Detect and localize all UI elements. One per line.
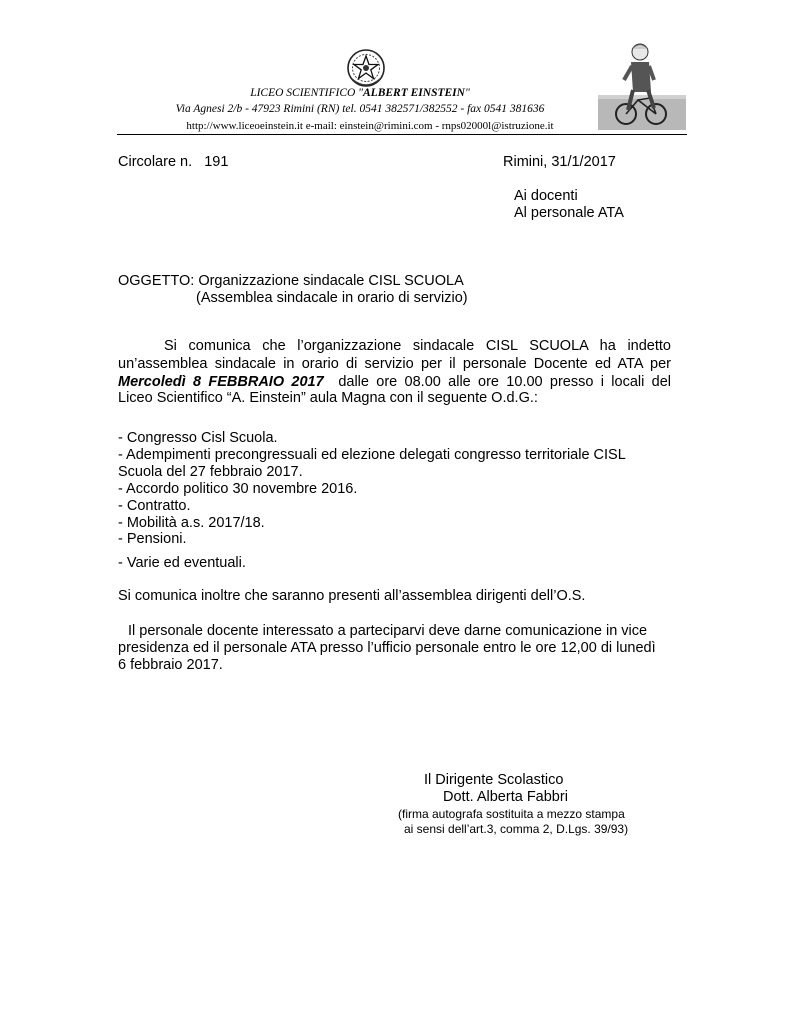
closing-line-1: Il personale docente interessato a parteciparvi deve darne comunicazione in vice: [128, 623, 648, 639]
agenda-item: Scuola del 27 febbraio 2017.: [118, 464, 303, 480]
recipient-ata-staff: Al personale ATA: [514, 205, 624, 221]
closing-line-2: presidenza ed il personale ATA presso l’ufficio personale entro le ore 12,00 di lunedì: [118, 640, 656, 656]
recipient-teachers: Ai docenti: [514, 188, 578, 204]
school-name-line: LICEO SCIENTIFICO "ALBERT EINSTEIN": [250, 87, 470, 99]
school-contacts: http://www.liceoeinstein.it e-mail: einstein@rimini.com - rnps02000l@istruzione.it: [186, 120, 554, 132]
meeting-date: Mercoledì 8 FEBBRAIO 2017: [118, 374, 324, 390]
agenda-item: - Adempimenti precongressuali ed elezione delegati congresso territoriale CISL: [118, 447, 626, 463]
subject-line: OGGETTO: Organizzazione sindacale CISL SCUOLA: [118, 273, 464, 289]
place-date: Rimini, 31/1/2017: [503, 154, 616, 170]
einstein-photo: [598, 40, 686, 130]
agenda-item: - Congresso Cisl Scuola.: [118, 430, 278, 446]
body-line-3: Mercoledì 8 FEBBRAIO 2017 dalle ore 08.00 alle ore 10.00 presso i locali del: [118, 374, 671, 390]
agenda-item: - Contratto.: [118, 498, 191, 514]
signature-name: Dott. Alberta Fabbri: [443, 789, 568, 805]
signature-role: Il Dirigente Scolastico: [424, 772, 564, 788]
agenda-item: - Mobilità a.s. 2017/18.: [118, 515, 265, 531]
header-rule: [117, 134, 687, 135]
school-address: Via Agnesi 2/b - 47923 Rimini (RN) tel. 0541 382571/382552 - fax 0541 381636: [175, 103, 545, 115]
subject-detail: (Assemblea sindacale in orario di servizio): [196, 290, 468, 306]
emblem-icon: [346, 47, 386, 89]
letterhead: [0, 0, 791, 140]
signature-note-2: ai sensi dell’art.3, comma 2, D.Lgs. 39/93): [404, 822, 629, 836]
agenda-item: - Pensioni.: [118, 531, 187, 547]
presence-note: Si comunica inoltre che saranno presenti all’assemblea dirigenti dell’O.S.: [118, 588, 586, 604]
body-line-4: Liceo Scientifico “A. Einstein” aula Magna con il seguente O.d.G.:: [118, 390, 538, 406]
circolare-number: Circolare n. 191: [118, 154, 229, 170]
agenda-item: - Varie ed eventuali.: [118, 555, 246, 571]
signature-note-1: (firma autografa sostituita a mezzo stampa: [398, 807, 625, 821]
body-line-1: Si comunica che l’organizzazione sindacale CISL SCUOLA ha indetto: [164, 338, 671, 354]
agenda-item: - Accordo politico 30 novembre 2016.: [118, 481, 358, 497]
closing-line-3: 6 febbraio 2017.: [118, 657, 223, 673]
body-line-2: un’assemblea sindacale in orario di servizio per il personale Docente ed ATA per: [118, 356, 671, 372]
